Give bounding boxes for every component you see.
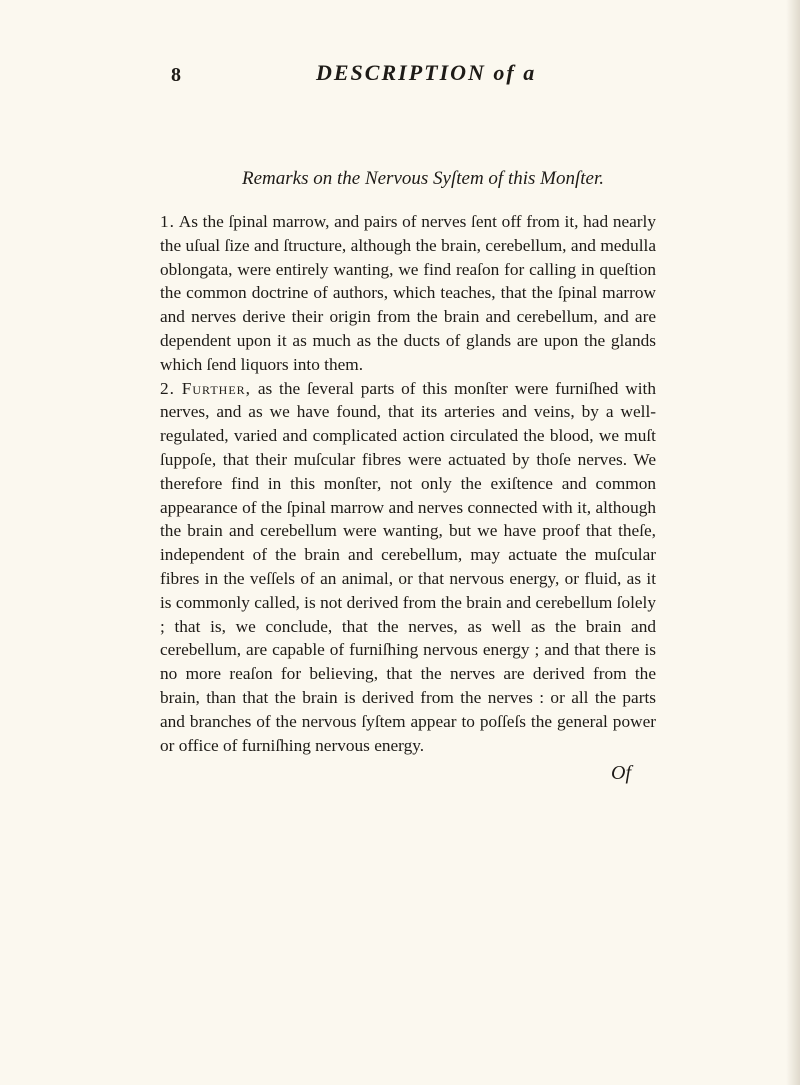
paragraph-2 [160,377,656,758]
body-text [160,210,656,757]
paragraph-text: as the ſeveral parts of this monſter were furniſhed with nerves, and as we have found, that its arteries and veins, by a well-regulated, varied and complicated action circulated the blood, we muſt ſuppoſe, that their muſcular fibres were actuated by thoſe nerves. We therefore find in this monſter, not only the exiſtence and common appearance of the ſpinal marrow and nerves connected with it, although the brain and cerebellum were wanting, but we have proof that theſe, independent of the brain and cerebellum, may actuate the muſcular fibres in the veſſels of an animal, or that nervous energy, or fluid, as it is commonly called, is not derived from the brain and cerebellum ſolely ; that is, we conclude, that the nerves, as well as the brain and cerebellum, are capable of furniſhing nervous energy ; and that there is no more reaſon for believing, that the nerves are derived from the brain, than that the brain is derived from the nerves : or all the parts and branches of the nervous ſyſtem appear to poſſeſs the general power or office of furniſhing nervous energy. [160,378,656,755]
paragraph-number: 2. [160,378,175,398]
paragraph-lead-word: Further, [181,378,251,398]
paragraph-text: As the ſpinal marrow, and pairs of nerves ſent off from it, had nearly the uſual ſize and ſtructure, although the brain, cerebellum, and medulla oblongata, were entirely wanting, we find reaſon for calling in queſtion the common doctrine of authors, which teaches, that the ſpinal marrow and nerves derive their origin from the brain and cerebellum, and are dependent upon it as much as the ducts of glands are upon the glands which ſend liquors into them. [160,212,656,374]
running-head: DESCRIPTION of a [316,60,537,85]
paragraph-number: 1. [160,212,175,231]
section-title: Remarks on the Nervous Syſtem of this Monſter. [242,168,605,189]
catchword: Of [611,762,631,784]
page-number: 8 [171,64,181,86]
page-edge-shadow [786,0,800,1085]
paragraph-1 [160,210,656,377]
